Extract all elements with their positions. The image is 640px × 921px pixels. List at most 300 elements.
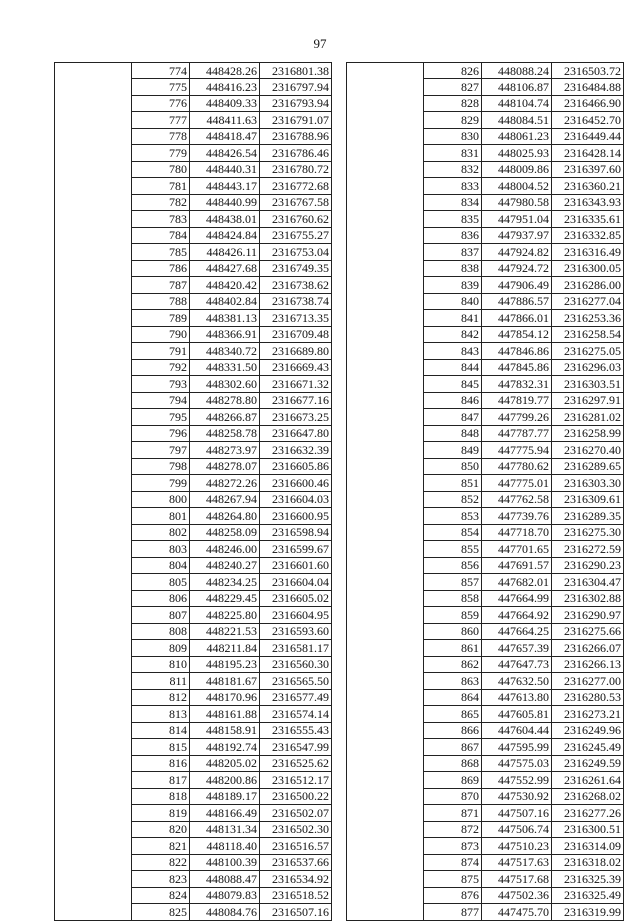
y-coordinate-cell: 2316502.07 [260,805,332,822]
x-coordinate-cell: 448267.94 [190,491,260,508]
x-coordinate-cell: 447780.62 [482,458,552,475]
y-coordinate-cell: 2316297.91 [552,392,624,409]
x-coordinate-cell: 447866.01 [482,310,552,327]
y-coordinate-cell: 2316600.95 [260,508,332,525]
x-coordinate-cell: 447937.97 [482,227,552,244]
point-number-cell: 797 [132,442,190,459]
point-number-cell: 818 [132,788,190,805]
x-coordinate-cell: 447647.73 [482,656,552,673]
point-number-cell: 846 [424,392,482,409]
point-number-cell: 843 [424,343,482,360]
x-coordinate-cell: 447951.04 [482,211,552,228]
x-coordinate-cell: 448158.91 [190,722,260,739]
point-number-cell: 777 [132,112,190,129]
point-number-cell: 877 [424,904,482,921]
point-number-cell: 778 [132,128,190,145]
x-coordinate-cell: 447701.65 [482,541,552,558]
y-coordinate-cell: 2316449.44 [552,128,624,145]
y-coordinate-cell: 2316249.96 [552,722,624,739]
point-number-cell: 863 [424,673,482,690]
y-coordinate-cell: 2316598.94 [260,524,332,541]
y-coordinate-cell: 2316290.97 [552,607,624,624]
y-coordinate-cell: 2316788.96 [260,128,332,145]
point-number-cell: 808 [132,623,190,640]
point-number-cell: 820 [132,821,190,838]
y-coordinate-cell: 2316280.53 [552,689,624,706]
x-coordinate-cell: 448340.72 [190,343,260,360]
y-coordinate-cell: 2316537.66 [260,854,332,871]
x-coordinate-cell: 448438.01 [190,211,260,228]
x-coordinate-cell: 447506.74 [482,821,552,838]
y-coordinate-cell: 2316709.48 [260,326,332,343]
x-coordinate-cell: 448302.60 [190,376,260,393]
point-number-cell: 825 [132,904,190,921]
y-coordinate-cell: 2316300.51 [552,821,624,838]
point-number-cell: 776 [132,95,190,112]
page-number: 97 [313,36,327,51]
point-number-cell: 783 [132,211,190,228]
y-coordinate-cell: 2316275.05 [552,343,624,360]
y-coordinate-cell: 2316797.94 [260,79,332,96]
y-coordinate-cell: 2316502.30 [260,821,332,838]
y-coordinate-cell: 2316604.95 [260,607,332,624]
x-coordinate-cell: 447664.25 [482,623,552,640]
coordinate-table-right [346,62,624,921]
y-coordinate-cell: 2316319.99 [552,904,624,921]
y-coordinate-cell: 2316547.99 [260,739,332,756]
y-coordinate-cell: 2316713.35 [260,310,332,327]
x-coordinate-cell: 447575.03 [482,755,552,772]
x-coordinate-cell: 448200.86 [190,772,260,789]
point-number-cell: 868 [424,755,482,772]
point-number-cell: 774 [132,63,190,79]
point-number-cell: 801 [132,508,190,525]
y-coordinate-cell: 2316772.68 [260,178,332,195]
point-number-cell: 809 [132,640,190,657]
y-coordinate-cell: 2316466.90 [552,95,624,112]
y-coordinate-cell: 2316253.36 [552,310,624,327]
y-coordinate-cell: 2316268.02 [552,788,624,805]
y-coordinate-cell: 2316304.47 [552,574,624,591]
point-number-cell: 815 [132,739,190,756]
x-coordinate-cell: 447632.50 [482,673,552,690]
y-coordinate-cell: 2316272.59 [552,541,624,558]
y-coordinate-cell: 2316669.43 [260,359,332,376]
x-coordinate-cell: 448409.33 [190,95,260,112]
y-coordinate-cell: 2316791.07 [260,112,332,129]
y-coordinate-cell: 2316560.30 [260,656,332,673]
blank-column-cell [55,63,132,921]
y-coordinate-cell: 2316290.23 [552,557,624,574]
point-number-cell: 831 [424,145,482,162]
x-coordinate-cell: 448221.53 [190,623,260,640]
y-coordinate-cell: 2316605.02 [260,590,332,607]
x-coordinate-cell: 448424.84 [190,227,260,244]
x-coordinate-cell: 447604.44 [482,722,552,739]
x-coordinate-cell: 448273.97 [190,442,260,459]
y-coordinate-cell: 2316767.58 [260,194,332,211]
x-coordinate-cell: 448258.09 [190,524,260,541]
point-number-cell: 802 [132,524,190,541]
x-coordinate-cell: 447595.99 [482,739,552,756]
point-number-cell: 857 [424,574,482,591]
x-coordinate-cell: 447799.26 [482,409,552,426]
y-coordinate-cell: 2316300.05 [552,260,624,277]
x-coordinate-cell: 448061.23 [482,128,552,145]
y-coordinate-cell: 2316303.30 [552,475,624,492]
point-number-cell: 876 [424,887,482,904]
point-number-cell: 793 [132,376,190,393]
point-number-cell: 873 [424,838,482,855]
y-coordinate-cell: 2316289.35 [552,508,624,525]
point-number-cell: 826 [424,63,482,79]
y-coordinate-cell: 2316249.59 [552,755,624,772]
y-coordinate-cell: 2316593.60 [260,623,332,640]
y-coordinate-cell: 2316266.13 [552,656,624,673]
y-coordinate-cell: 2316484.88 [552,79,624,96]
y-coordinate-cell: 2316601.60 [260,557,332,574]
point-number-cell: 847 [424,409,482,426]
point-number-cell: 875 [424,871,482,888]
point-number-cell: 780 [132,161,190,178]
point-number-cell: 859 [424,607,482,624]
point-number-cell: 816 [132,755,190,772]
x-coordinate-cell: 448426.11 [190,244,260,261]
point-number-cell: 865 [424,706,482,723]
x-coordinate-cell: 447886.57 [482,293,552,310]
x-coordinate-cell: 448246.00 [190,541,260,558]
x-coordinate-cell: 447762.58 [482,491,552,508]
y-coordinate-cell: 2316577.49 [260,689,332,706]
x-coordinate-cell: 448088.24 [482,63,552,79]
point-number-cell: 850 [424,458,482,475]
table-row [347,63,624,79]
y-coordinate-cell: 2316270.40 [552,442,624,459]
y-coordinate-cell: 2316318.02 [552,854,624,871]
x-coordinate-cell: 447845.86 [482,359,552,376]
x-coordinate-cell: 448229.45 [190,590,260,607]
point-number-cell: 855 [424,541,482,558]
point-number-cell: 838 [424,260,482,277]
point-number-cell: 811 [132,673,190,690]
point-number-cell: 803 [132,541,190,558]
y-coordinate-cell: 2316749.35 [260,260,332,277]
point-number-cell: 835 [424,211,482,228]
x-coordinate-cell: 448381.13 [190,310,260,327]
x-coordinate-cell: 448264.80 [190,508,260,525]
x-coordinate-cell: 448189.17 [190,788,260,805]
y-coordinate-cell: 2316325.49 [552,887,624,904]
y-coordinate-cell: 2316604.03 [260,491,332,508]
x-coordinate-cell: 448079.83 [190,887,260,904]
y-coordinate-cell: 2316275.66 [552,623,624,640]
point-number-cell: 833 [424,178,482,195]
y-coordinate-cell: 2316512.17 [260,772,332,789]
x-coordinate-cell: 447819.77 [482,392,552,409]
point-number-cell: 870 [424,788,482,805]
point-number-cell: 840 [424,293,482,310]
point-number-cell: 845 [424,376,482,393]
point-number-cell: 804 [132,557,190,574]
y-coordinate-cell: 2316245.49 [552,739,624,756]
x-coordinate-cell: 448170.96 [190,689,260,706]
y-coordinate-cell: 2316760.62 [260,211,332,228]
x-coordinate-cell: 448366.91 [190,326,260,343]
x-coordinate-cell: 448100.39 [190,854,260,871]
y-coordinate-cell: 2316565.50 [260,673,332,690]
y-coordinate-cell: 2316503.72 [552,63,624,79]
point-number-cell: 796 [132,425,190,442]
x-coordinate-cell: 448428.26 [190,63,260,79]
x-coordinate-cell: 448104.74 [482,95,552,112]
x-coordinate-cell: 447682.01 [482,574,552,591]
y-coordinate-cell: 2316258.54 [552,326,624,343]
y-coordinate-cell: 2316581.17 [260,640,332,657]
x-coordinate-cell: 448205.02 [190,755,260,772]
y-coordinate-cell: 2316780.72 [260,161,332,178]
point-number-cell: 817 [132,772,190,789]
x-coordinate-cell: 448258.78 [190,425,260,442]
x-coordinate-cell: 448402.84 [190,293,260,310]
point-number-cell: 799 [132,475,190,492]
point-number-cell: 867 [424,739,482,756]
x-coordinate-cell: 447924.72 [482,260,552,277]
point-number-cell: 782 [132,194,190,211]
x-coordinate-cell: 448427.68 [190,260,260,277]
point-number-cell: 864 [424,689,482,706]
point-number-cell: 792 [132,359,190,376]
x-coordinate-cell: 447906.49 [482,277,552,294]
y-coordinate-cell: 2316296.03 [552,359,624,376]
x-coordinate-cell: 448195.23 [190,656,260,673]
x-coordinate-cell: 448440.99 [190,194,260,211]
point-number-cell: 832 [424,161,482,178]
point-number-cell: 828 [424,95,482,112]
point-number-cell: 829 [424,112,482,129]
x-coordinate-cell: 448181.67 [190,673,260,690]
y-coordinate-cell: 2316518.52 [260,887,332,904]
y-coordinate-cell: 2316277.26 [552,805,624,822]
y-coordinate-cell: 2316277.00 [552,673,624,690]
point-number-cell: 866 [424,722,482,739]
y-coordinate-cell: 2316303.51 [552,376,624,393]
x-coordinate-cell: 448025.93 [482,145,552,162]
point-number-cell: 830 [424,128,482,145]
point-number-cell: 861 [424,640,482,657]
y-coordinate-cell: 2316314.09 [552,838,624,855]
y-coordinate-cell: 2316343.93 [552,194,624,211]
point-number-cell: 841 [424,310,482,327]
point-number-cell: 786 [132,260,190,277]
point-number-cell: 856 [424,557,482,574]
x-coordinate-cell: 447775.01 [482,475,552,492]
point-number-cell: 807 [132,607,190,624]
point-number-cell: 849 [424,442,482,459]
x-coordinate-cell: 448084.51 [482,112,552,129]
x-coordinate-cell: 447787.77 [482,425,552,442]
y-coordinate-cell: 2316786.46 [260,145,332,162]
x-coordinate-cell: 448004.52 [482,178,552,195]
y-coordinate-cell: 2316647.80 [260,425,332,442]
y-coordinate-cell: 2316738.74 [260,293,332,310]
x-coordinate-cell: 447530.92 [482,788,552,805]
y-coordinate-cell: 2316335.61 [552,211,624,228]
point-number-cell: 844 [424,359,482,376]
x-coordinate-cell: 447664.92 [482,607,552,624]
point-number-cell: 851 [424,475,482,492]
x-coordinate-cell: 447664.99 [482,590,552,607]
x-coordinate-cell: 447854.12 [482,326,552,343]
x-coordinate-cell: 448106.87 [482,79,552,96]
point-number-cell: 798 [132,458,190,475]
y-coordinate-cell: 2316605.86 [260,458,332,475]
point-number-cell: 854 [424,524,482,541]
point-number-cell: 836 [424,227,482,244]
x-coordinate-cell: 447475.70 [482,904,552,921]
point-number-cell: 858 [424,590,482,607]
x-coordinate-cell: 447510.23 [482,838,552,855]
y-coordinate-cell: 2316500.22 [260,788,332,805]
point-number-cell: 871 [424,805,482,822]
point-number-cell: 787 [132,277,190,294]
x-coordinate-cell: 448240.27 [190,557,260,574]
x-coordinate-cell: 448166.49 [190,805,260,822]
point-number-cell: 822 [132,854,190,871]
point-number-cell: 806 [132,590,190,607]
x-coordinate-cell: 447552.99 [482,772,552,789]
y-coordinate-cell: 2316289.65 [552,458,624,475]
y-coordinate-cell: 2316275.30 [552,524,624,541]
point-number-cell: 779 [132,145,190,162]
y-coordinate-cell: 2316516.57 [260,838,332,855]
y-coordinate-cell: 2316555.43 [260,722,332,739]
point-number-cell: 853 [424,508,482,525]
x-coordinate-cell: 448278.07 [190,458,260,475]
y-coordinate-cell: 2316261.64 [552,772,624,789]
x-coordinate-cell: 448118.40 [190,838,260,855]
point-number-cell: 821 [132,838,190,855]
y-coordinate-cell: 2316755.27 [260,227,332,244]
point-number-cell: 794 [132,392,190,409]
y-coordinate-cell: 2316302.88 [552,590,624,607]
x-coordinate-cell: 448266.87 [190,409,260,426]
point-number-cell: 813 [132,706,190,723]
x-coordinate-cell: 448084.76 [190,904,260,921]
point-number-cell: 860 [424,623,482,640]
y-coordinate-cell: 2316507.16 [260,904,332,921]
point-number-cell: 814 [132,722,190,739]
y-coordinate-cell: 2316599.67 [260,541,332,558]
x-coordinate-cell: 447739.76 [482,508,552,525]
point-number-cell: 819 [132,805,190,822]
point-number-cell: 775 [132,79,190,96]
point-number-cell: 812 [132,689,190,706]
point-number-cell: 874 [424,854,482,871]
x-coordinate-cell: 448416.23 [190,79,260,96]
x-coordinate-cell: 447605.81 [482,706,552,723]
y-coordinate-cell: 2316600.46 [260,475,332,492]
y-coordinate-cell: 2316316.49 [552,244,624,261]
x-coordinate-cell: 448225.80 [190,607,260,624]
x-coordinate-cell: 447657.39 [482,640,552,657]
y-coordinate-cell: 2316428.14 [552,145,624,162]
x-coordinate-cell: 447507.16 [482,805,552,822]
table-row [55,63,332,79]
point-number-cell: 784 [132,227,190,244]
point-number-cell: 788 [132,293,190,310]
x-coordinate-cell: 448009.86 [482,161,552,178]
x-coordinate-cell: 447832.31 [482,376,552,393]
x-coordinate-cell: 448440.31 [190,161,260,178]
x-coordinate-cell: 448272.26 [190,475,260,492]
x-coordinate-cell: 448192.74 [190,739,260,756]
x-coordinate-cell: 448443.17 [190,178,260,195]
y-coordinate-cell: 2316574.14 [260,706,332,723]
x-coordinate-cell: 448211.84 [190,640,260,657]
y-coordinate-cell: 2316632.39 [260,442,332,459]
y-coordinate-cell: 2316266.07 [552,640,624,657]
y-coordinate-cell: 2316360.21 [552,178,624,195]
x-coordinate-cell: 448426.54 [190,145,260,162]
y-coordinate-cell: 2316286.00 [552,277,624,294]
point-number-cell: 789 [132,310,190,327]
y-coordinate-cell: 2316673.25 [260,409,332,426]
point-number-cell: 848 [424,425,482,442]
x-coordinate-cell: 447502.36 [482,887,552,904]
point-number-cell: 785 [132,244,190,261]
y-coordinate-cell: 2316534.92 [260,871,332,888]
y-coordinate-cell: 2316273.21 [552,706,624,723]
point-number-cell: 800 [132,491,190,508]
x-coordinate-cell: 448420.42 [190,277,260,294]
x-coordinate-cell: 447846.86 [482,343,552,360]
x-coordinate-cell: 448088.47 [190,871,260,888]
y-coordinate-cell: 2316325.39 [552,871,624,888]
x-coordinate-cell: 448418.47 [190,128,260,145]
x-coordinate-cell: 448278.80 [190,392,260,409]
y-coordinate-cell: 2316604.04 [260,574,332,591]
y-coordinate-cell: 2316258.99 [552,425,624,442]
x-coordinate-cell: 447613.80 [482,689,552,706]
x-coordinate-cell: 448131.34 [190,821,260,838]
y-coordinate-cell: 2316452.70 [552,112,624,129]
y-coordinate-cell: 2316525.62 [260,755,332,772]
point-number-cell: 790 [132,326,190,343]
point-number-cell: 852 [424,491,482,508]
y-coordinate-cell: 2316738.62 [260,277,332,294]
x-coordinate-cell: 448331.50 [190,359,260,376]
point-number-cell: 805 [132,574,190,591]
x-coordinate-cell: 448234.25 [190,574,260,591]
point-number-cell: 781 [132,178,190,195]
point-number-cell: 827 [424,79,482,96]
y-coordinate-cell: 2316397.60 [552,161,624,178]
point-number-cell: 823 [132,871,190,888]
y-coordinate-cell: 2316793.94 [260,95,332,112]
coordinate-table-left [54,62,332,921]
x-coordinate-cell: 447924.82 [482,244,552,261]
y-coordinate-cell: 2316332.85 [552,227,624,244]
x-coordinate-cell: 447775.94 [482,442,552,459]
x-coordinate-cell: 448411.63 [190,112,260,129]
x-coordinate-cell: 447718.70 [482,524,552,541]
point-number-cell: 810 [132,656,190,673]
point-number-cell: 795 [132,409,190,426]
y-coordinate-cell: 2316689.80 [260,343,332,360]
x-coordinate-cell: 447517.68 [482,871,552,888]
y-coordinate-cell: 2316753.04 [260,244,332,261]
x-coordinate-cell: 448161.88 [190,706,260,723]
